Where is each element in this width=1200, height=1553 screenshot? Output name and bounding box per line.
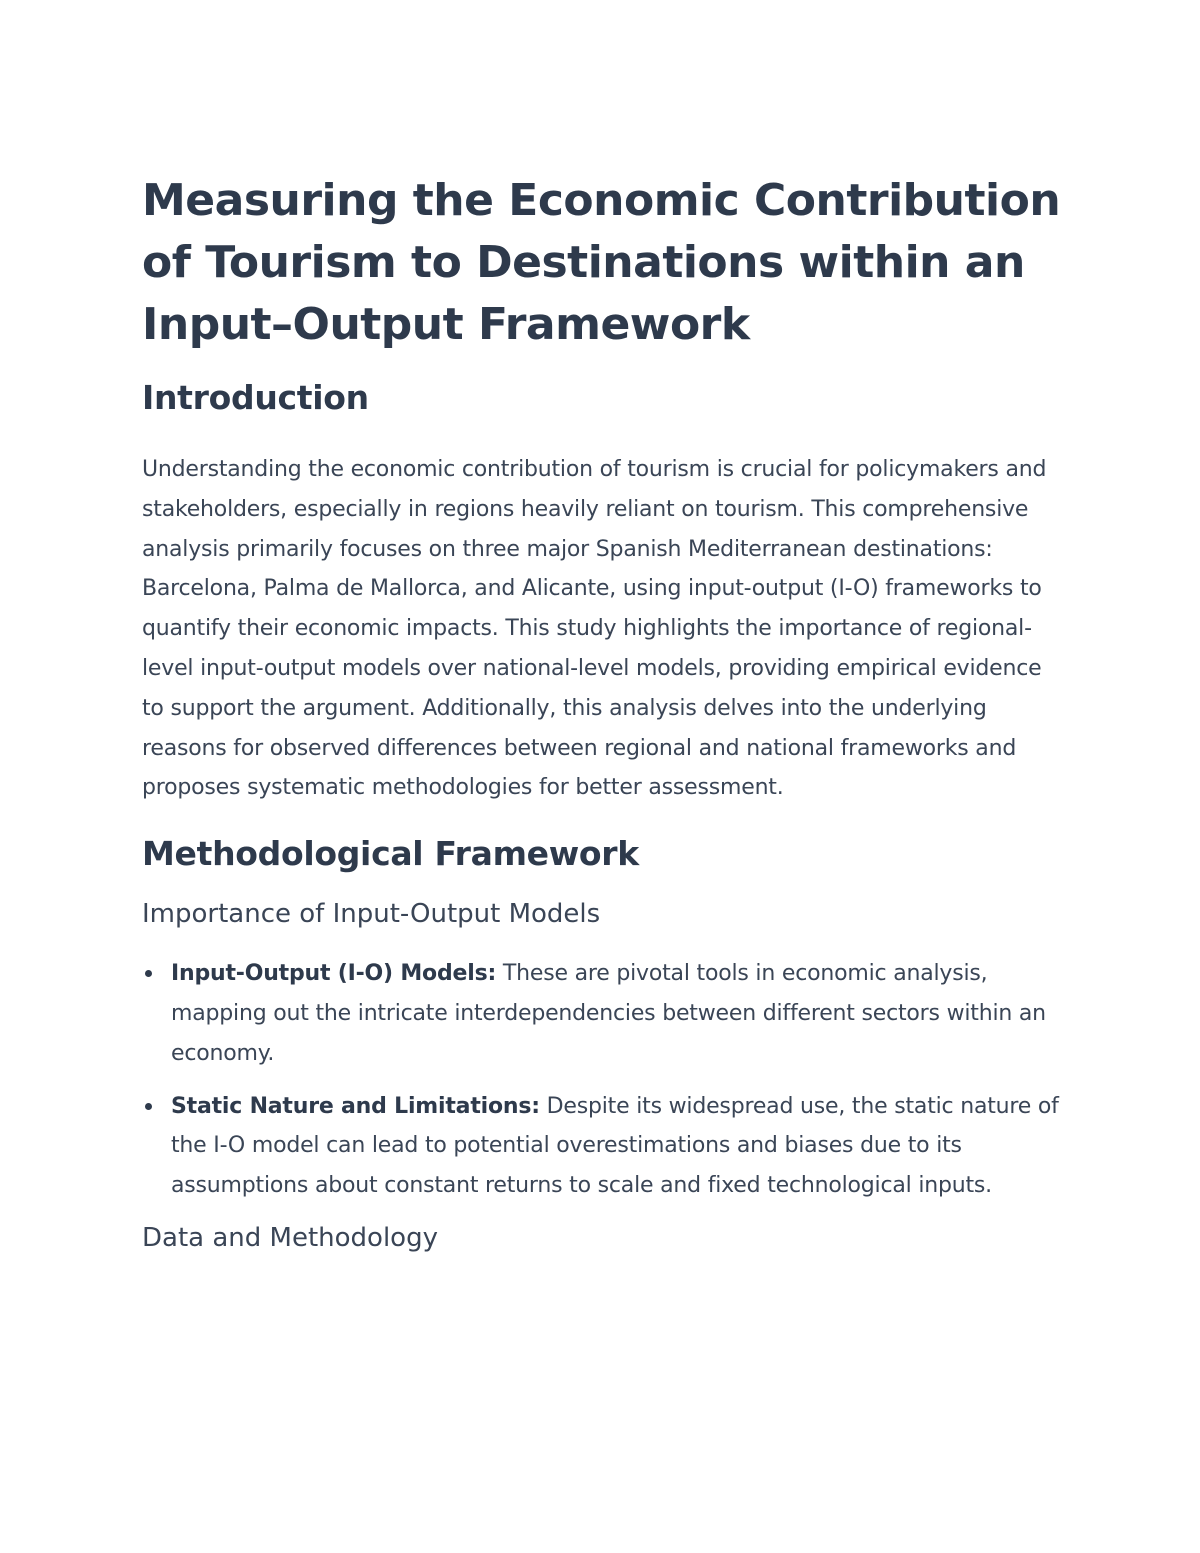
bullet-text: Despite its widespread use, the static nature of the I-O model can lead to potential overestimations and biases due to its assumptions about constant returns to scale and fixed technological inputs. — [171, 1093, 1059, 1199]
subheading-importance-of-io-models: Importance of Input-Output Models — [142, 899, 601, 930]
bullet-icon — [145, 1103, 152, 1110]
section-heading-introduction: Introduction — [142, 378, 369, 417]
document-page — [142, 170, 1062, 1256]
bullet-icon — [145, 970, 152, 977]
section-heading-methodological-framework: Methodological Framework — [142, 834, 639, 874]
bullet-term: Input-Output (I-O) Models: — [171, 961, 497, 987]
document-title: Measuring the Economic Contribution of Tourism to Destinations within an Input–Output Framework — [142, 175, 1061, 350]
subheading-data-and-methodology: Data and Methodology — [142, 1222, 438, 1253]
bullet-text: These are pivotal tools in economic analysis, mapping out the intricate interdependencies between different sectors within an economy. — [171, 961, 1046, 1066]
bullet-list — [142, 954, 1062, 1206]
introduction-paragraph: Understanding the economic contribution of tourism is crucial for policymakers and stakeholders, especially in regions heavily reliant on tourism. This comprehensive analysis primarily focuses on three major Spanish Mediterranean destinations: Barcelona, Palma de Mallorca, and Alicante, using input-output (I-O) frameworks to quantify their economic impacts. This study highlights the importance of regional-level input-output models over national-level models, providing empirical evidence to support the argument. Additionally, this analysis delves into the underlying reasons for observed differences between regional and national frameworks and proposes systematic methodologies for better assessment. — [142, 457, 1047, 801]
bullet-term: Static Nature and Limitations: — [171, 1093, 540, 1119]
list-item — [142, 954, 1062, 1073]
list-item — [142, 1087, 1062, 1206]
